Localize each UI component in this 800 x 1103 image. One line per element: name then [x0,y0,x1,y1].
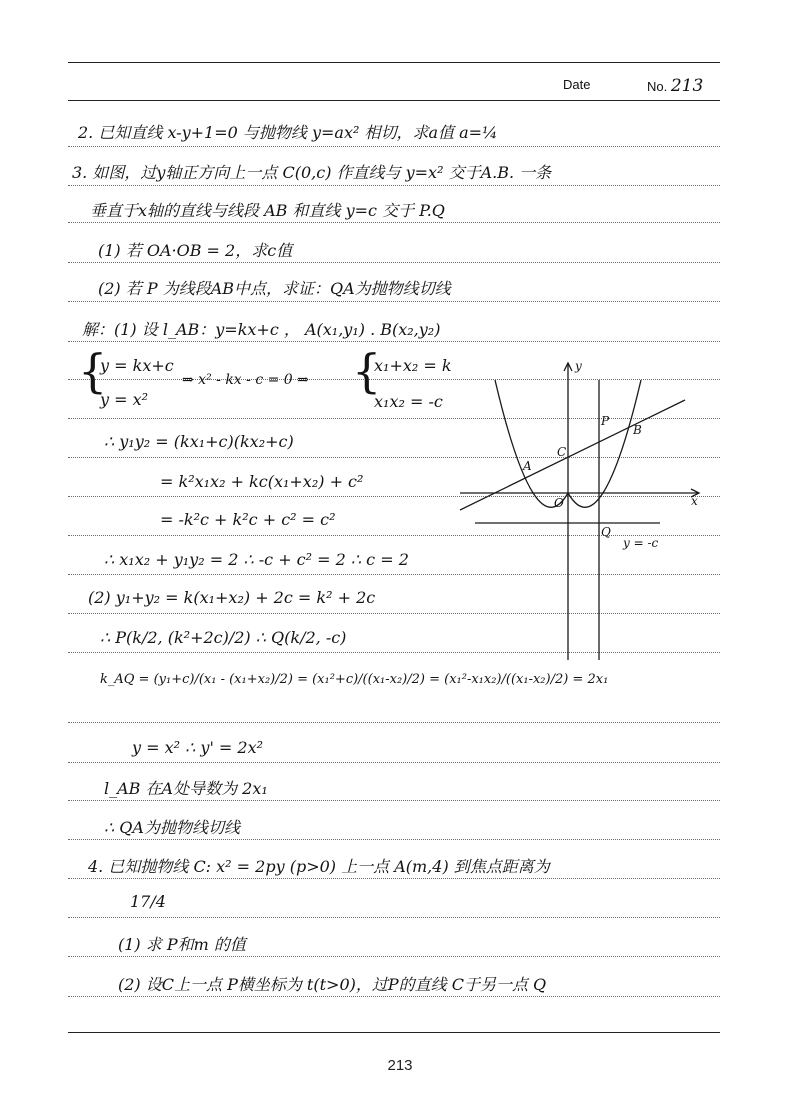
ruled-line [68,722,720,723]
x-axis-label: x [691,494,698,508]
page-no-label [647,76,703,96]
system-row1-right: x₁+x₂ = k [374,356,452,375]
ruled-line [68,917,720,918]
system-middle: ⇒ x² - kx - c = 0 ⇒ [182,372,309,388]
ruled-line [68,878,720,879]
point-q-label: Q [601,525,611,539]
problem-3-part-2: (2) 若 P 为线段AB中点，求证：QA为抛物线切线 [98,279,451,298]
problem-3-statement-cont: 垂直于x轴的直线与线段 AB 和直线 y=c 交于 P.Q [90,201,445,220]
solution-line-simplify: = -k²c + k²c + c² = c² [160,510,336,529]
solution-line-pq: ∴ P(k/2, (k²+2c)/2) ∴ Q(k/2, -c) [100,628,347,647]
ruled-line [68,301,720,302]
y-axis-label: y [575,359,582,373]
ruled-line [68,341,720,342]
problem-3-part-1: (1) 若 OA·OB = 2，求c值 [98,241,293,260]
header-top-rule [68,62,720,63]
point-c-label: C [557,445,567,459]
solution-line-derivative: y = x² ∴ y' = 2x² [132,738,264,757]
problem-4-statement: 4. 已知抛物线 C: x² = 2py (p>0) 上一点 A(m,4) 到焦点距离为 [88,857,550,876]
page-number: 213 [387,1057,413,1074]
solution-line-expand: = k²x₁x₂ + kc(x₁+x₂) + c² [160,472,364,491]
solution-line-product: ∴ y₁y₂ = (kx₁+c)(kx₂+c) [104,432,294,451]
left-brace: { [78,344,108,398]
ruled-line [68,839,720,840]
point-a-label: A [523,459,532,473]
system-row1-left: y = kx+c [100,356,174,375]
solution-part-2-sum: (2) y₁+y₂ = k(x₁+x₂) + 2c = k² + 2c [88,588,376,607]
parabola-figure [455,355,705,665]
right-brace: { [352,344,382,398]
header-bottom-rule [68,100,720,101]
problem-4-part-2: (2) 设C上一点 P横坐标为 t(t>0)，过P的直线 C于另一点 Q [118,975,547,994]
no-label: No. [647,79,668,94]
solution-line-conclusion: ∴ QA为抛物线切线 [104,818,240,837]
ruled-line [68,956,720,957]
ruled-line [68,146,720,147]
system-row2-left: y = x² [100,390,149,409]
ruled-line [68,222,720,223]
ruled-line [68,262,720,263]
footer-rule [68,1032,720,1033]
ruled-line [68,185,720,186]
ruled-line [68,800,720,801]
ruled-line [68,996,720,997]
problem-2-statement: 2. 已知直线 x-y+1=0 与抛物线 y=ax² 相切，求a值 a=¼ [78,123,498,142]
date-label: Date [563,77,591,92]
origin-label: O [554,496,564,510]
line-label-neg-c: y = -c [623,536,659,550]
problem-3-statement: 3. 如图，过y轴正方向上一点 C(0,c) 作直线与 y=x² 交于A.B. 一条 [72,163,552,182]
point-b-label: B [633,423,642,437]
solution-line-setup: 解：(1) 设 l_AB：y=kx+c ， A(x₁,y₁) . B(x₂,y₂) [82,320,441,339]
page-no-value: 213 [670,76,704,96]
solution-line-c-value: ∴ x₁x₂ + y₁y₂ = 2 ∴ -c + c² = 2 ∴ c = 2 [104,550,409,569]
system-row2-right: x₁x₂ = -c [374,392,443,411]
solution-line-slope: l_AB 在A处导数为 2x₁ [104,779,268,798]
ruled-line [68,762,720,763]
problem-4-distance: 17/4 [130,892,166,911]
problem-4-part-1: (1) 求 P和m 的值 [118,935,246,954]
point-p-label: P [601,414,610,428]
solution-line-kaq: k_AQ = (y₁+c)/(x₁ - (x₁+x₂)/2) = (x₁²+c)/((x₁-x₂)/2) = (x₁²-x₁x₂)/((x₁-x₂)/2) = 2x₁ [100,672,609,687]
